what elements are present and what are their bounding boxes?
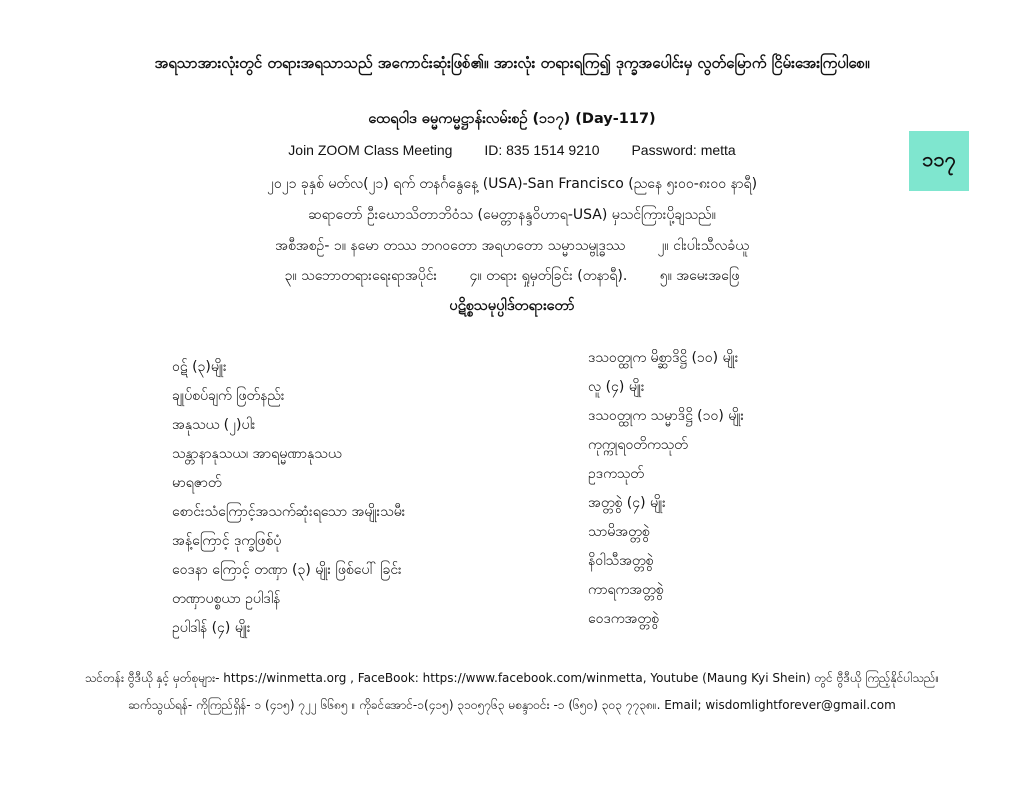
list-item: လူ (၄) မျိုး	[588, 379, 645, 395]
list-item: ဥပါဒါန် (၄) မျိုး	[172, 620, 251, 636]
program-item-3: ၃။ သဘောတရားရေးရာအပိုင်း	[284, 268, 438, 284]
list-item: အန့်ကြောင့် ဒုက္ခဖြစ်ပုံ	[172, 533, 282, 549]
list-item: ဝေဒကအတ္တစွဲ	[588, 611, 659, 627]
list-item: နိဝါသီအတ္တစွဲ	[588, 553, 654, 569]
list-item: ဒသဝတ္ထုက မိစ္ဆာဒိဋ္ဌိ (၁၀) မျိုး	[588, 350, 739, 366]
program-line-1	[0, 236, 1024, 257]
list-item: ချုပ်စပ်ချက် ဖြတ်နည်း	[172, 388, 285, 404]
list-item: သန္တာနာနုသယ၊ အာရမ္မဏာနုသယ	[172, 446, 342, 462]
list-item: သာမိအတ္တစွဲ	[588, 524, 650, 540]
zoom-join-text: Join ZOOM Class Meeting	[288, 142, 453, 158]
list-item: ကာရကအတ္တစွဲ	[588, 582, 664, 598]
list-item: ဥဒကသုတ်	[588, 466, 644, 482]
list-item: ဝေဒနာ ကြောင့် တဏှာ (၃) မျိုး ဖြစ်ပေါ် ခြင်း	[172, 562, 402, 578]
day-number-badge: ၁၁၇	[909, 131, 969, 191]
class-title: ထေရဝါဒ ဓမ္မကမ္မဋ္ဌာန်းလမ်းစဥ် (၁၁၇) (Day-117)	[368, 111, 656, 127]
program-line-2	[0, 266, 1024, 287]
left-topic-list	[172, 356, 405, 646]
footer-contacts: ဆက်သွယ်ရန်- ကိုကြည်ရှိန်- ၁ (၄၁၅) ၇၂၂ ၆၆၈၅ ။ ကိုခင်အောင်-၁(၄၁၅) ၃၁၀၅၇၆၃ မစန္ဒာဝင်း -၁ (၆၅၀) ၃၀၃ ၇၇၃၈။. Email; wisdomlightforever@gmail.com	[128, 698, 896, 712]
list-item: ဝဋ် (၃)မျိုး	[172, 359, 227, 375]
zoom-meeting-id: ID: 835 1514 9210	[484, 142, 600, 158]
program-item-4: ၄။ တရား ရှုမှတ်ခြင်း (တနာရီ).	[469, 268, 628, 284]
teacher-line: ဆရာတော် ဦးဃောသိတာဘိဝံသ (မေတ္တာနန္ဒဝိဟာရ-USA) မှသင်ကြားပို့ချသည်။	[308, 207, 716, 223]
program-item-2: ၂။ ငါးပါးသီလခံယူ	[657, 238, 749, 254]
right-topic-list	[588, 347, 744, 637]
list-item: အတ္တစွဲ (၄) မျိုး	[588, 495, 666, 511]
section-title: ပဋိစ္စသမုပ္ပါဒ်တရားတော်	[449, 298, 575, 314]
headline: အရသာအားလုံးတွင် တရားအရသာသည် အကောင်းဆုံးဖြစ်၏။ အားလုံး တရားရကြ၍ ဒုက္ခအပေါင်းမှ လွတ်မြောက် ငြိမ်းအေးကြပါစေ။	[154, 54, 870, 72]
list-item: အနုသယ (၂)ပါး	[172, 417, 256, 433]
zoom-password: Password: metta	[631, 142, 736, 158]
program-item-5: ၅။ အမေးအဖြေ	[659, 268, 740, 284]
list-item: ဒသဝတ္ထုက သမ္မာဒိဋ္ဌိ (၁၀) မျိုး	[588, 408, 745, 424]
list-item: မာရဇာတ်	[172, 475, 222, 491]
list-item: စောင်းသံကြောင့်အသက်ဆုံးရသော အမျိုးသမီး	[172, 504, 406, 520]
list-item: တဏှာပစ္စယာ ဥပါဒါန်	[172, 591, 281, 607]
program-item-1: အစီအစဥ်- ၁။ နမော တဿ ဘဂဝတော အရဟတော သမ္မာသမ္ဗုဒ္ဓဿ	[275, 238, 626, 254]
footer-resources: သင်တန်း ဗွီဒီယို နှင့် မှတ်စုများ- https://winmetta.org , FaceBook: https://www.facebook.com/winmetta, Youtube (Maung Kyi Shein) တွင် ဗွီဒီယို ကြည့်နိုင်ပါသည်။	[84, 671, 940, 685]
list-item: ကုက္ကုရဝတိကသုတ်	[588, 437, 688, 453]
zoom-info	[0, 142, 1024, 158]
date-line: ၂၀၂၁ ခုနှစ် မတ်လ(၂၁) ရက် တနင်္ဂနွေနေ့ (USA)-San Francisco (ညနေ ၅း၀၀-၈း၀၀ နာရီ)	[266, 176, 758, 192]
